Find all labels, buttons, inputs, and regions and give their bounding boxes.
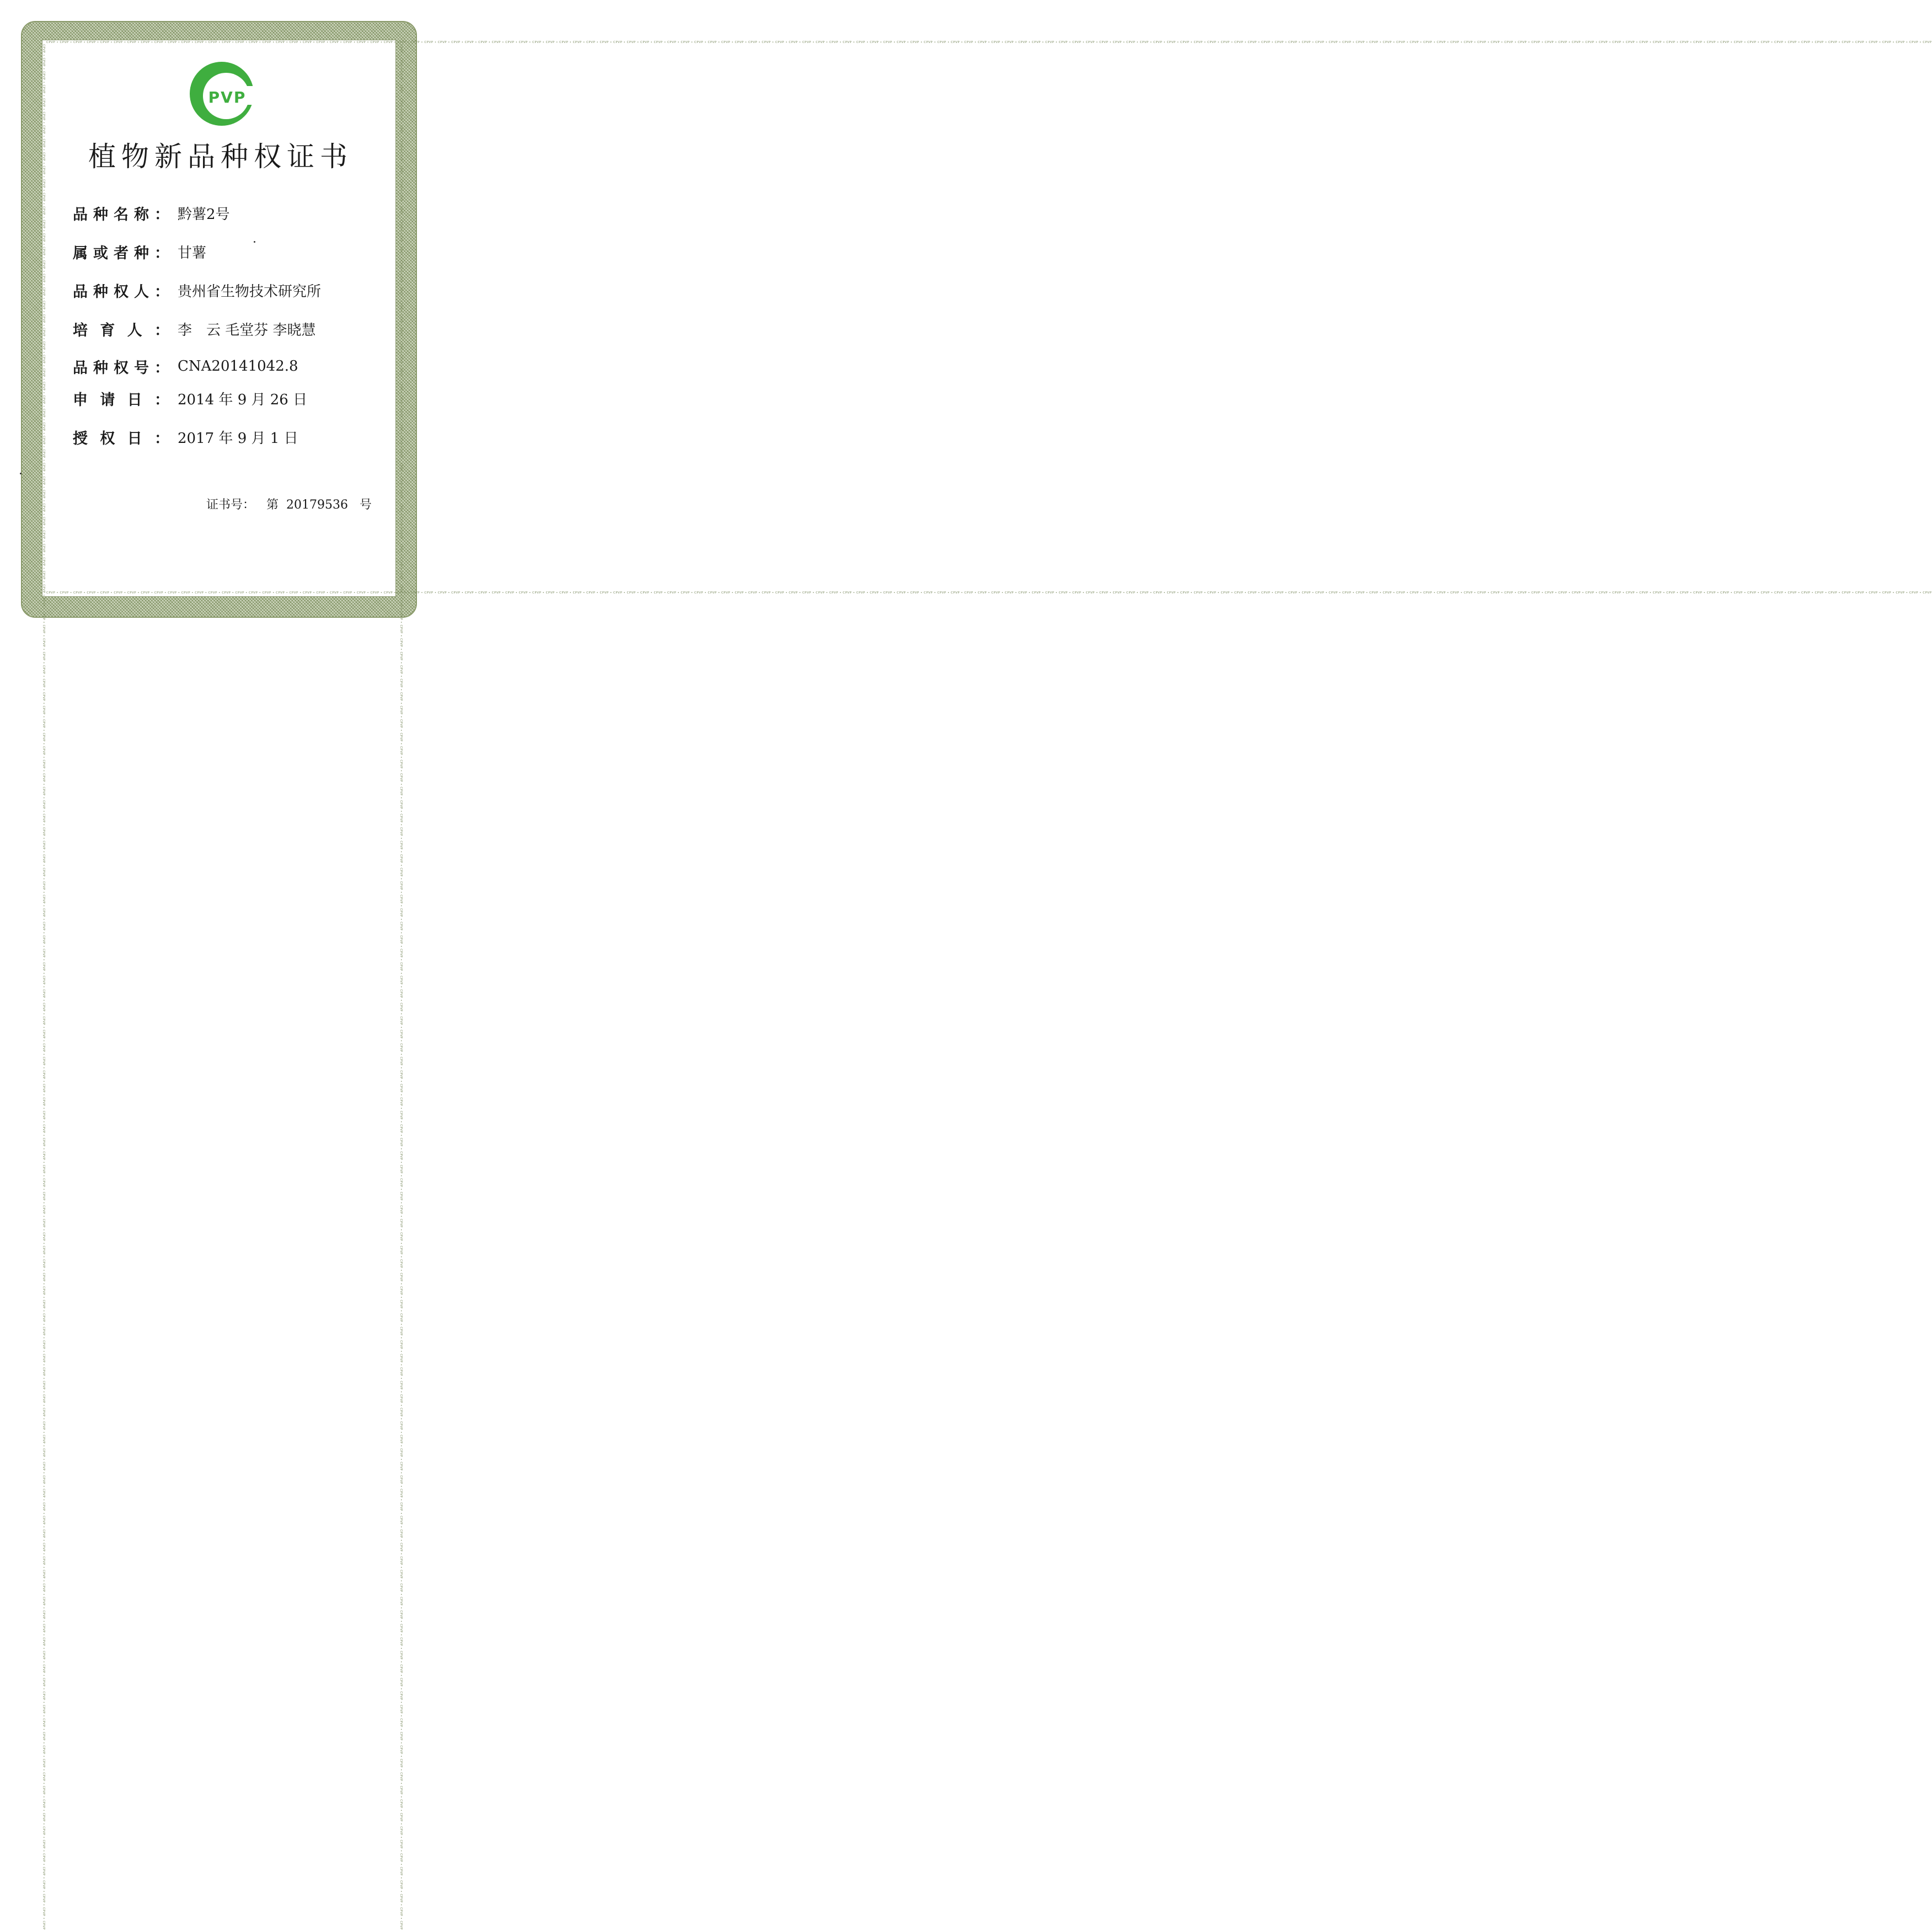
field-value: 黔薯2号 <box>178 206 230 223</box>
field-label-char: ： <box>154 359 169 377</box>
field-label-char: ： <box>154 283 169 301</box>
field-label-char: 人 <box>127 322 142 339</box>
field-row <box>73 202 230 224</box>
field-label-char: 称 <box>134 206 149 223</box>
field-label-char: 品 <box>73 283 88 301</box>
speck <box>20 473 22 474</box>
field-row <box>73 387 307 409</box>
border-microtext-top: CPVP • CPVP • CPVP • CPVP • CPVP • CPVP • CPVP • CPVP • CPVP • CPVP • CPVP • CPVP • CPVP • CPVP • CPVP • CPVP • CPVP • CPVP • CPVP • CPVP • CPVP • CPVP • CPVP • CPVP • CPVP • CPVP • CPVP • CPVP • CPVP • CPVP • CPVP • CPVP • CPVP • CPVP • CPVP • CPVP • CPVP • CPVP • CPVP • CPVP • CPVP • CPVP • CPVP • CPVP • CPVP • CPVP • CPVP • CPVP • CPVP • CPVP • CPVP • CPVP • CPVP • CPVP • CPVP • CPVP • CPVP • CPVP • CPVP • CPVP • CPVP • CPVP • CPVP • CPVP • CPVP • CPVP • CPVP • CPVP • CPVP • CPVP • CPVP • CPVP • CPVP • CPVP • CPVP • CPVP • CPVP • CPVP • CPVP • CPVP • CPVP • CPVP • CPVP • CPVP • CPVP • CPVP • CPVP • CPVP • CPVP • CPVP • CPVP • CPVP • CPVP • CPVP • CPVP • CPVP • CPVP • CPVP • CPVP • CPVP • CPVP • CPVP • CPVP • CPVP • CPVP • CPVP • CPVP • CPVP • CPVP • CPVP • CPVP • CPVP • CPVP • CPVP • CPVP • CPVP • CPVP • CPVP • CPVP • CPVP • CPVP • CPVP • CPVP • CPVP • CPVP • CPVP • CPVP • CPVP • CPVP • CPVP • CPVP • CPVP • CPVP • CPVP • CPVP • CPVP • CPVP • CPVP • CPVP • CPVP <box>46 41 1932 44</box>
field-label <box>73 388 169 409</box>
field-label-char: ： <box>154 430 169 447</box>
field-row <box>73 426 298 448</box>
field-label-char: 或 <box>93 244 108 262</box>
field-label <box>73 241 169 263</box>
field-label-char: ： <box>154 391 169 409</box>
field-label <box>73 318 169 340</box>
field-label-char: 培 <box>73 322 88 339</box>
field-label-char: ： <box>154 322 169 339</box>
certificate-number: 证书号： 第 20179536 号 <box>206 498 372 512</box>
border-microtext-left: CPVP • CPVP • CPVP • CPVP • CPVP • CPVP • CPVP • CPVP • CPVP • CPVP • CPVP • CPVP • CPVP • CPVP • CPVP • CPVP • CPVP • CPVP • CPVP • CPVP • CPVP • CPVP • CPVP • CPVP • CPVP • CPVP • CPVP • CPVP • CPVP • CPVP • CPVP • CPVP • CPVP • CPVP • CPVP • CPVP • CPVP • CPVP • CPVP • CPVP • CPVP • CPVP • CPVP • CPVP • CPVP • CPVP • CPVP • CPVP • CPVP • CPVP • CPVP • CPVP • CPVP • CPVP • CPVP • CPVP • CPVP • CPVP • CPVP • CPVP • CPVP • CPVP • CPVP • CPVP • CPVP • CPVP • CPVP • CPVP • CPVP • CPVP • CPVP • CPVP • CPVP • CPVP • CPVP • CPVP • CPVP • CPVP • CPVP • CPVP • CPVP • CPVP • CPVP • CPVP • CPVP • CPVP • CPVP • CPVP • CPVP • CPVP • CPVP • CPVP • CPVP • CPVP • CPVP • CPVP • CPVP • CPVP • CPVP • CPVP • CPVP • CPVP • CPVP • CPVP • CPVP • CPVP • CPVP • CPVP • CPVP • CPVP • CPVP • CPVP • CPVP • CPVP • CPVP • CPVP • CPVP • CPVP • CPVP • CPVP • CPVP • CPVP • CPVP • CPVP • CPVP • CPVP • CPVP • CPVP • CPVP • CPVP • CPVP • CPVP • CPVP • CPVP • CPVP • CPVP • CPVP • CPVP • CPVP • CPVP <box>42 44 45 1930</box>
field-row <box>73 240 206 263</box>
field-label-char: 种 <box>134 244 149 262</box>
field-label-char: 名 <box>114 206 129 223</box>
field-label-char: 请 <box>100 391 115 409</box>
field-value: 贵州省生物技术研究所 <box>178 283 322 300</box>
field-label-char: 人 <box>134 283 149 301</box>
field-row <box>73 318 316 340</box>
field-value: 2017 年 9 月 1 日 <box>178 430 298 447</box>
field-label <box>73 280 169 301</box>
field-label-char: 申 <box>73 391 88 409</box>
certificate-title: 植物新品种权证书 <box>88 141 353 173</box>
field-label-char: 品 <box>73 206 88 223</box>
field-label-char: 育 <box>100 322 115 339</box>
border-microtext-right: CPVP • CPVP • CPVP • CPVP • CPVP • CPVP • CPVP • CPVP • CPVP • CPVP • CPVP • CPVP • CPVP • CPVP • CPVP • CPVP • CPVP • CPVP • CPVP • CPVP • CPVP • CPVP • CPVP • CPVP • CPVP • CPVP • CPVP • CPVP • CPVP • CPVP • CPVP • CPVP • CPVP • CPVP • CPVP • CPVP • CPVP • CPVP • CPVP • CPVP • CPVP • CPVP • CPVP • CPVP • CPVP • CPVP • CPVP • CPVP • CPVP • CPVP • CPVP • CPVP • CPVP • CPVP • CPVP • CPVP • CPVP • CPVP • CPVP • CPVP • CPVP • CPVP • CPVP • CPVP • CPVP • CPVP • CPVP • CPVP • CPVP • CPVP • CPVP • CPVP • CPVP • CPVP • CPVP • CPVP • CPVP • CPVP • CPVP • CPVP • CPVP • CPVP • CPVP • CPVP • CPVP • CPVP • CPVP • CPVP • CPVP • CPVP • CPVP • CPVP • CPVP • CPVP • CPVP • CPVP • CPVP • CPVP • CPVP • CPVP • CPVP • CPVP • CPVP • CPVP • CPVP • CPVP • CPVP • CPVP • CPVP • CPVP • CPVP • CPVP • CPVP • CPVP • CPVP • CPVP • CPVP • CPVP • CPVP • CPVP • CPVP • CPVP • CPVP • CPVP • CPVP • CPVP • CPVP • CPVP • CPVP • CPVP • CPVP • CPVP • CPVP • CPVP • CPVP • CPVP • CPVP • CPVP • CPVP • CPVP <box>399 44 403 1930</box>
field-label-char: 日 <box>127 391 142 409</box>
field-value: 甘薯 <box>178 244 207 261</box>
field-label-char: 属 <box>73 244 88 262</box>
field-label-char: 种 <box>93 359 108 377</box>
field-label <box>73 356 169 377</box>
field-label <box>73 426 169 448</box>
field-label-char: 权 <box>114 283 129 301</box>
field-label-char: 号 <box>134 359 149 377</box>
field-label-char: 者 <box>114 244 129 262</box>
cpvp-logo <box>188 60 256 129</box>
field-label-char: 种 <box>93 283 108 301</box>
logo-pvp-text: PVP <box>208 88 247 106</box>
field-value: 李 云 毛堂芬 李晓慧 <box>178 322 316 339</box>
border-microtext-bottom: CPVP • CPVP • CPVP • CPVP • CPVP • CPVP • CPVP • CPVP • CPVP • CPVP • CPVP • CPVP • CPVP • CPVP • CPVP • CPVP • CPVP • CPVP • CPVP • CPVP • CPVP • CPVP • CPVP • CPVP • CPVP • CPVP • CPVP • CPVP • CPVP • CPVP • CPVP • CPVP • CPVP • CPVP • CPVP • CPVP • CPVP • CPVP • CPVP • CPVP • CPVP • CPVP • CPVP • CPVP • CPVP • CPVP • CPVP • CPVP • CPVP • CPVP • CPVP • CPVP • CPVP • CPVP • CPVP • CPVP • CPVP • CPVP • CPVP • CPVP • CPVP • CPVP • CPVP • CPVP • CPVP • CPVP • CPVP • CPVP • CPVP • CPVP • CPVP • CPVP • CPVP • CPVP • CPVP • CPVP • CPVP • CPVP • CPVP • CPVP • CPVP • CPVP • CPVP • CPVP • CPVP • CPVP • CPVP • CPVP • CPVP • CPVP • CPVP • CPVP • CPVP • CPVP • CPVP • CPVP • CPVP • CPVP • CPVP • CPVP • CPVP • CPVP • CPVP • CPVP • CPVP • CPVP • CPVP • CPVP • CPVP • CPVP • CPVP • CPVP • CPVP • CPVP • CPVP • CPVP • CPVP • CPVP • CPVP • CPVP • CPVP • CPVP • CPVP • CPVP • CPVP • CPVP • CPVP • CPVP • CPVP • CPVP • CPVP • CPVP • CPVP • CPVP • CPVP • CPVP • CPVP • CPVP • CPVP • CPVP <box>46 591 1932 595</box>
field-label-char: 日 <box>127 430 142 447</box>
field-row <box>73 279 321 301</box>
field-row <box>73 355 298 377</box>
field-value: 2014 年 9 月 26 日 <box>178 391 308 408</box>
field-label-char: 授 <box>73 430 88 447</box>
speck <box>254 241 255 243</box>
field-value: CNA20141042.8 <box>178 358 298 375</box>
field-label-char: ： <box>154 206 169 223</box>
field-label-char: 种 <box>93 206 108 223</box>
field-label <box>73 202 169 224</box>
field-label-char: 权 <box>114 359 129 377</box>
field-label-char: 权 <box>100 430 115 447</box>
field-label-char: ： <box>154 244 169 262</box>
field-label-char: 品 <box>73 359 88 377</box>
